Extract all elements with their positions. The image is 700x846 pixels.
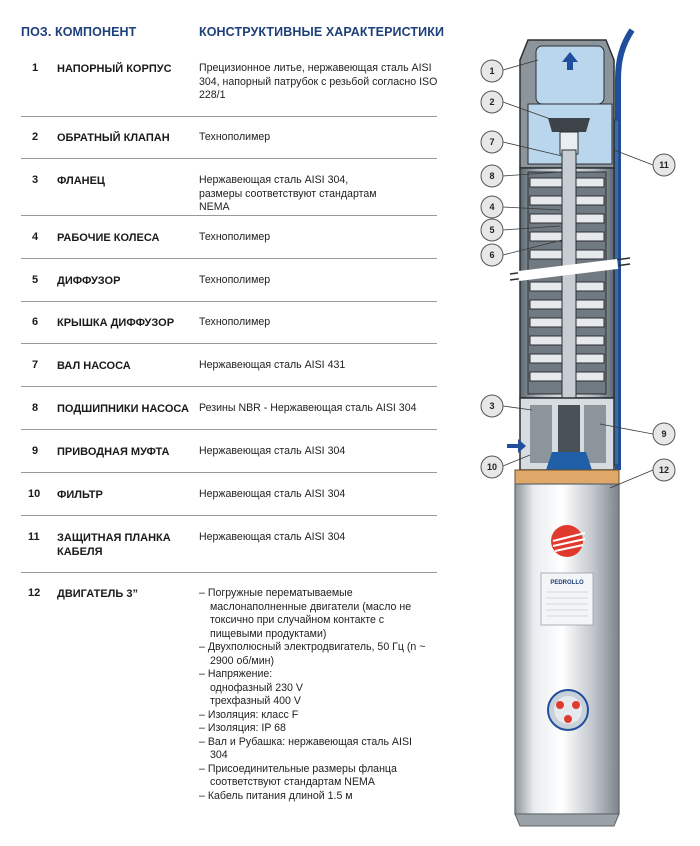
motor-item: однофазный 230 V (210, 681, 303, 694)
motor-item: – Изоляция: IP 68 (199, 722, 286, 734)
svg-text:8: 8 (489, 171, 495, 181)
callout-10 (481, 456, 503, 478)
row-number: 12 (28, 587, 41, 599)
motor-item: – Кабель питания длиной 1.5 м (199, 789, 353, 802)
component-description: Технополимер (199, 131, 271, 143)
svg-text:2: 2 (489, 97, 495, 107)
component-name: ПРИВОДНАЯ МУФТА (57, 446, 170, 458)
callout-1 (481, 60, 503, 82)
coupling (558, 405, 580, 455)
motor-item: – Вал и Рубашка: нержавеющая сталь AISI 304 (199, 735, 412, 761)
row-divider (21, 215, 437, 216)
svg-text:1: 1 (489, 66, 495, 76)
power-cable (618, 30, 632, 470)
callout-3 (481, 395, 503, 417)
row-number: 8 (32, 402, 39, 414)
component-name: ВАЛ НАСОСА (57, 360, 131, 372)
svg-text:3: 3 (489, 401, 495, 411)
callout-12 (653, 459, 675, 481)
component-name: КРЫШКА ДИФФУЗОР (57, 317, 175, 329)
svg-text:11: 11 (659, 160, 669, 170)
motor-item: – Напряжение: (199, 668, 273, 680)
svg-text:4: 4 (489, 202, 495, 212)
row-divider (21, 429, 437, 430)
motor-top-ring (515, 470, 619, 484)
row-number: 9 (32, 445, 39, 457)
header-pos-component: ПОЗ. КОМПОНЕНТ (21, 25, 137, 39)
svg-text:10: 10 (486, 462, 498, 472)
component-name: ФЛАНЕЦ (57, 175, 105, 187)
row-number: 5 (32, 274, 39, 286)
component-description: Резины NBR - Нержавеющая сталь AISI 304 (199, 402, 417, 414)
row-divider (21, 515, 437, 516)
motor-item: трехфазный 400 V (210, 695, 301, 707)
callout-7 (481, 131, 503, 153)
component-name: РАБОЧИЕ КОЛЕСА (57, 232, 160, 244)
svg-text:9: 9 (661, 429, 667, 439)
component-description: Прецизионное литье, нержавеющая сталь AISI 304, напорный патрубок с резьбой согласно ISO 228/1 (199, 62, 438, 101)
component-description: Нержавеющая сталь AISI 431 (199, 359, 346, 371)
pump-cutaway-diagram (455, 25, 700, 835)
component-description: Нержавеющая сталь AISI 304 (199, 488, 346, 500)
row-divider (21, 301, 437, 302)
row-divider (21, 258, 437, 259)
callout-8 (481, 165, 503, 187)
component-description: Нержавеющая сталь AISI 304 (199, 531, 346, 543)
callout-6 (481, 244, 503, 266)
callout-5 (481, 219, 503, 241)
row-divider (21, 158, 437, 159)
svg-text:12: 12 (658, 465, 670, 475)
callout-11 (653, 154, 675, 176)
callout-4 (481, 196, 503, 218)
component-description: Технополимер (199, 316, 271, 328)
callout-2 (481, 91, 503, 113)
brand-plate-text: PEDROLLO (550, 580, 584, 586)
component-description: Технополимер (199, 274, 271, 286)
component-name: ПОДШИПНИКИ НАСОСА (57, 403, 189, 415)
motor-item: – Погружные перематываемые маслонаполненные двигатели (масло не токсично при случайном контакте с пищевыми продуктами) (199, 587, 412, 640)
component-name: ЗАЩИТНАЯ ПЛАНКА КАБЕЛЯ (57, 532, 171, 558)
terminal-icon (548, 690, 588, 730)
row-number: 11 (28, 531, 40, 543)
row-divider (21, 343, 437, 344)
svg-text:7: 7 (489, 137, 495, 147)
component-name: ОБРАТНЫЙ КЛАПАН (57, 132, 170, 144)
component-name: ФИЛЬТР (57, 489, 103, 501)
motor-item: – Двухполюсный электродвигатель, 50 Гц (n ~ 2900 об/мин) (199, 641, 426, 667)
component-name: ДИФФУЗОР (57, 275, 121, 287)
flange (546, 452, 592, 470)
component-name: НАПОРНЫЙ КОРПУС (57, 63, 172, 75)
svg-text:6: 6 (489, 250, 495, 260)
row-number: 10 (28, 488, 41, 500)
row-divider (21, 386, 437, 387)
component-name: ДВИГАТЕЛЬ 3” (57, 588, 138, 600)
row-number: 1 (32, 62, 39, 74)
row-divider (21, 472, 437, 473)
callout-9 (653, 423, 675, 445)
component-description: Нержавеющая сталь AISI 304, размеры соответствуют стандартам NEMA (199, 174, 377, 213)
svg-text:5: 5 (489, 225, 495, 235)
row-divider (21, 572, 437, 573)
motor-item: – Изоляция: класс F (199, 708, 299, 721)
row-number: 4 (32, 231, 39, 243)
row-number: 3 (32, 174, 39, 186)
row-number: 7 (32, 359, 39, 371)
component-description: Технополимер (199, 231, 271, 243)
motor-item: – Присоединительные размеры фланца соответствуют стандартам NEMA (199, 762, 397, 788)
row-number: 2 (32, 131, 39, 143)
header-characteristics: КОНСТРУКТИВНЫЕ ХАРАКТЕРИСТИКИ (199, 25, 445, 39)
row-divider (21, 116, 437, 117)
row-number: 6 (32, 316, 39, 328)
component-description: Нержавеющая сталь AISI 304 (199, 445, 346, 457)
motor-description (199, 587, 431, 803)
